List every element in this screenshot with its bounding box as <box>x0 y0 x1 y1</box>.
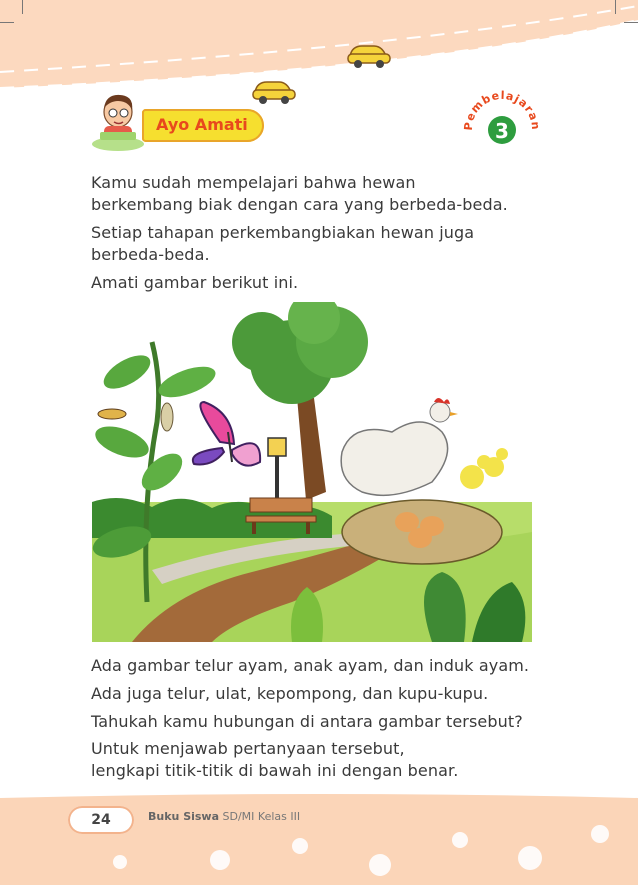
intro-line: berkembang biak dengan cara yang berbeda-beda. <box>91 195 508 214</box>
page-number: 24 <box>68 806 134 834</box>
book-title-rest: SD/MI Kelas III <box>219 810 301 823</box>
section-label: Ayo Amati <box>156 115 248 134</box>
intro-line: berbeda-beda. <box>91 245 210 264</box>
lesson-badge-word: Pembelajaran <box>461 88 543 132</box>
chick-icon <box>460 448 508 489</box>
body-line: Untuk menjawab pertanyaan tersebut, <box>91 739 405 758</box>
crop-mark <box>624 22 638 23</box>
cocoon-icon <box>161 403 173 431</box>
body-line: Tahukah kamu hubungan di antara gambar tersebut? <box>91 712 523 731</box>
body-line: Ada juga telur, ulat, kepompong, dan kupu-kupu. <box>91 684 489 703</box>
intro-line: Kamu sudah mempelajari bahwa hewan <box>91 173 416 192</box>
intro-line: Setiap tahapan perkembangbiakan hewan juga <box>91 223 475 242</box>
body-line: lengkapi titik-titik di bawah ini dengan benar. <box>91 761 459 780</box>
book-title <box>148 810 300 823</box>
book-title-bold: Buku Siswa <box>148 810 220 823</box>
nest-icon <box>342 500 502 564</box>
intro-line: Amati gambar berikut ini. <box>91 273 299 292</box>
crop-mark <box>615 0 616 14</box>
section-tag <box>142 109 264 142</box>
lesson-badge <box>460 83 544 167</box>
hen-icon <box>341 398 458 495</box>
car-icon <box>253 82 295 104</box>
life-cycle-illustration <box>92 302 532 642</box>
lesson-number: 3 <box>495 119 509 143</box>
body-line: Ada gambar telur ayam, anak ayam, dan induk ayam. <box>91 656 530 675</box>
butterfly-icon <box>193 402 260 466</box>
caterpillar-icon <box>98 409 126 419</box>
crop-mark <box>0 22 14 23</box>
crop-mark <box>22 0 23 14</box>
